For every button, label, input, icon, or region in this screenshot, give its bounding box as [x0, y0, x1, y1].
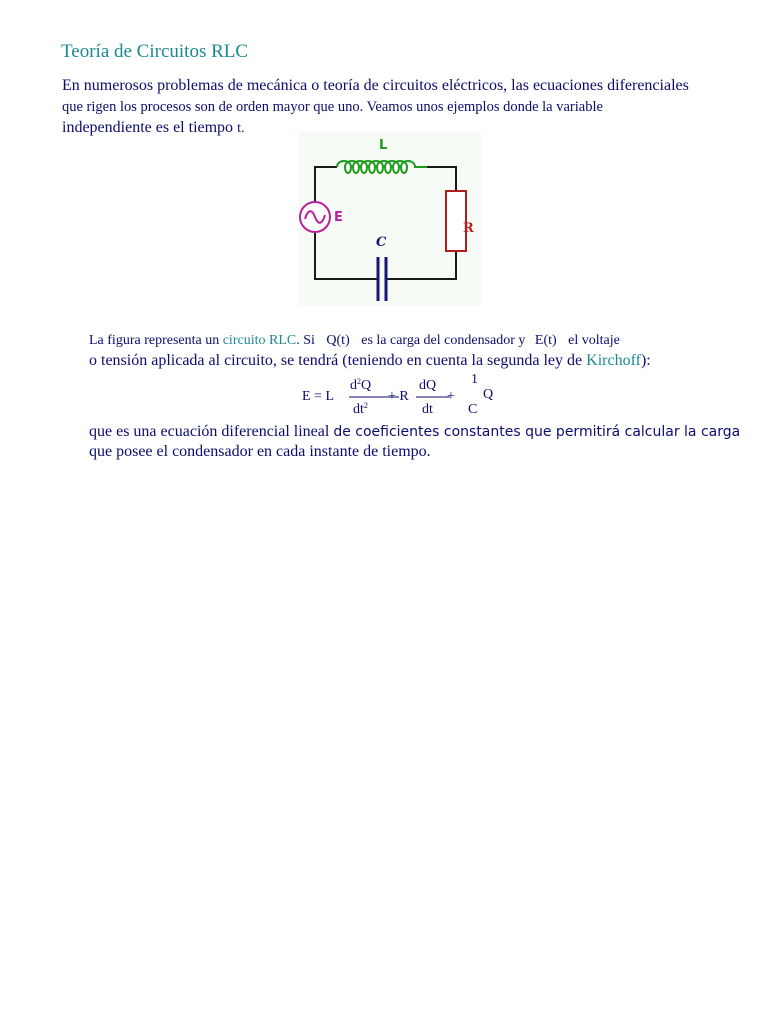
fraction-bar-2 [416, 395, 450, 399]
figure-description-line-1 [89, 333, 620, 349]
intro-line-1: En numerosos problemas de mecánica o teoría de circuitos eléctricos, las ecuaciones diferenciales [62, 77, 689, 94]
desc-seg7: el voltaje [568, 333, 620, 348]
intro-line-3 [62, 119, 244, 137]
charge-symbol: Q(t) [326, 333, 350, 348]
rlc-circuit-diagram [299, 131, 481, 306]
capacitor-label: C [376, 235, 387, 250]
formula-c: C [468, 402, 478, 417]
intro-line-2: que rigen los procesos son de orden mayor que uno. Veamos unos ejemplos donde la variable [62, 99, 603, 115]
wire-left-bottom [315, 233, 377, 279]
page-title: Teoría de Circuitos RLC [61, 41, 249, 62]
formula-plus: + [447, 389, 455, 404]
desc-seg3: . Si [296, 333, 315, 348]
intro-variable-t: t. [237, 121, 245, 136]
conclusion-line-1-a: que es una ecuación diferencial lineal [89, 423, 330, 440]
conclusion-line-1-b: de coeficientes constantes que permitirá calcular la carga [333, 424, 741, 440]
voltage-symbol: E(t) [534, 333, 557, 348]
source-label: E [334, 210, 343, 225]
wire-right-bottom [387, 251, 456, 279]
inductor-label: L [379, 138, 388, 153]
figure-description-line-2 [89, 352, 651, 370]
formula-first-derivative-numerator: dQ [419, 378, 437, 393]
formula-lhs: E = L [302, 389, 334, 404]
formula-second-derivative-denominator: $dt^2$ [353, 401, 368, 417]
desc-line2-c: ): [640, 352, 651, 369]
inductor-coil [337, 161, 427, 173]
rlc-circuit-svg [299, 131, 481, 306]
formula-first-derivative-denominator: dt [422, 402, 433, 417]
resistor-label: R [463, 221, 474, 236]
desc-seg5: es la carga del condensador y [361, 333, 526, 348]
desc-line2-a: o tensión aplicada al circuito, se tendrá (teniendo en cuenta la segunda ley de [89, 352, 583, 369]
intro-line-3-text: independiente es el tiempo [62, 119, 234, 136]
wire-top-left [315, 167, 337, 201]
circuit-rlc-term: circuito RLC [222, 333, 297, 348]
desc-seg1: La figura representa un [89, 333, 220, 348]
formula-plus-r: + R [388, 389, 409, 404]
wire-top-right [427, 167, 456, 191]
formula-q: Q [483, 387, 494, 402]
rlc-differential-equation [300, 374, 520, 424]
conclusion-line-1 [89, 423, 740, 441]
conclusion-line-2: que posee el condensador en cada instante de tiempo. [89, 443, 431, 460]
formula-second-derivative-numerator: $d^2Q$ [350, 377, 372, 393]
kirchoff-term: Kirchoff [586, 352, 641, 369]
formula-one: 1 [471, 372, 478, 387]
